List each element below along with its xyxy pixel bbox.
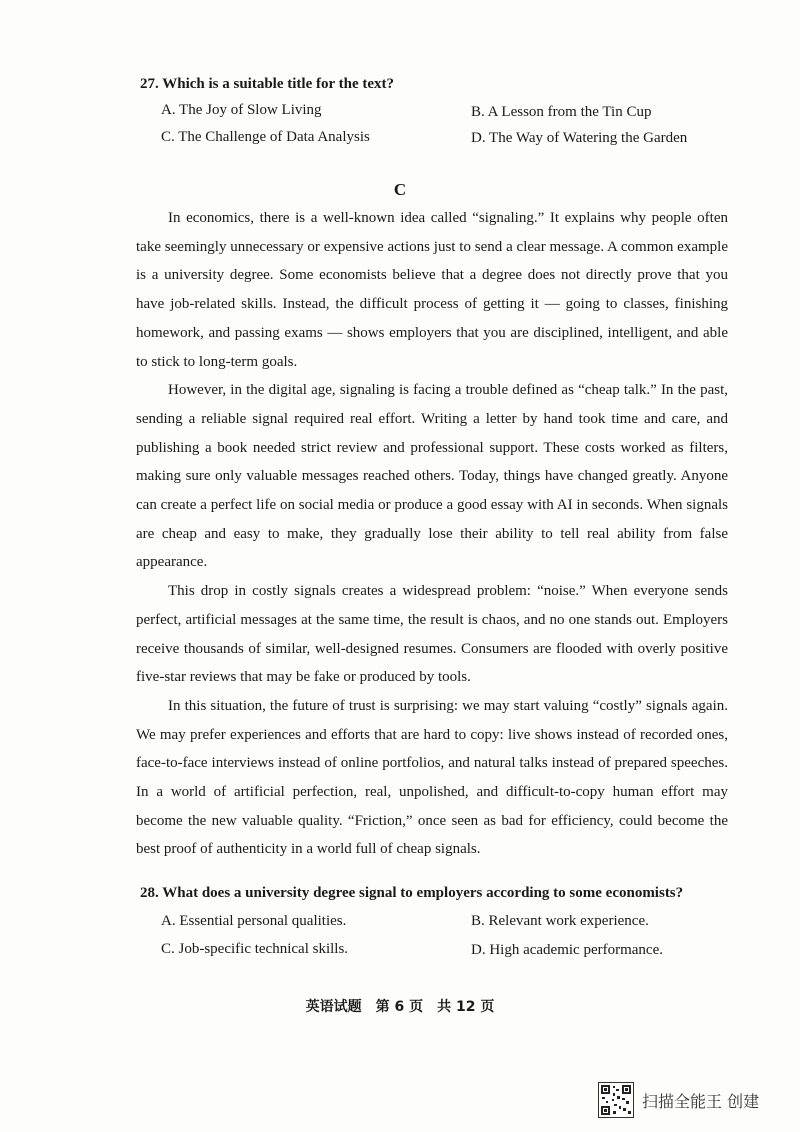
passage-paragraph: This drop in costly signals creates a widespread problem: “noise.” When everyone sends perfect, artificial messages at the same time, the result is chaos, and no one stands out. Employers receive thousands of similar, well-designed resumes. Consumers are flooded with overly positive five-star reviews that may be fake or produced by tools. xyxy=(136,583,728,686)
question-28-option-d: D. High academic performance. xyxy=(471,942,663,958)
question-27-option-a: A. The Joy of Slow Living xyxy=(161,102,322,118)
question-28-option-a: A. Essential personal qualities. xyxy=(161,913,347,929)
question-28-stem: 28. What does a university degree signal to employers according to some economists? xyxy=(140,885,684,901)
scanner-watermark xyxy=(598,1082,759,1118)
question-27-option-c: C. The Challenge of Data Analysis xyxy=(161,129,370,145)
passage-paragraph: However, in the digital age, signaling is facing a trouble defined as “cheap talk.” In the past, sending a reliable signal required real effort. Writing a letter by hand took time and care, and publishing a book needed strict review and professional support. These costs worked as filters, making sure only valuable messages reached others. Today, things have changed greatly. Anyone can create a perfect life on social media or produce a good essay with AI in seconds. When signals are cheap and easy to make, they gradually lose their ability to tell real ability from false appearance. xyxy=(136,382,728,571)
qr-code-icon xyxy=(598,1082,634,1118)
question-27-stem: 27. Which is a suitable title for the text? xyxy=(140,76,395,92)
question-28-option-c: C. Job-specific technical skills. xyxy=(161,941,349,957)
passage xyxy=(136,204,728,864)
question-28-option-b: B. Relevant work experience. xyxy=(471,913,649,929)
passage-paragraph: In economics, there is a well-known idea called “signaling.” It explains why people often take seemingly unnecessary or expensive actions just to send a clear message. A common example is a university degree. Some economists believe that a degree does not directly prove that you have job-related skills. Instead, the difficult process of getting it — going to classes, finishing homework, and passing exams — shows employers that you are disciplined, intelligent, and able to stick to long-term goals. xyxy=(136,210,728,370)
question-27-option-d: D. The Way of Watering the Garden xyxy=(471,130,688,146)
passage-paragraph: In this situation, the future of trust is surprising: we may start valuing “costly” signals again. We may prefer experiences and efforts that are hard to copy: live shows instead of recorded ones, face-to-face interviews instead of online portfolios, and natural talks instead of prepared speeches. In a world of artificial perfection, real, unpolished, and difficult-to-copy human effort may become the new valuable quality. “Friction,” once seen as bad for efficiency, could become the best proof of authenticity in a world full of cheap signals. xyxy=(136,697,728,858)
question-27-option-b: B. A Lesson from the Tin Cup xyxy=(471,104,652,120)
watermark-text: 扫描全能王 创建 xyxy=(642,1091,760,1111)
section-letter: C xyxy=(393,180,407,199)
page-footer: 英语试题 第 6 页 共 12 页 xyxy=(305,999,495,1015)
